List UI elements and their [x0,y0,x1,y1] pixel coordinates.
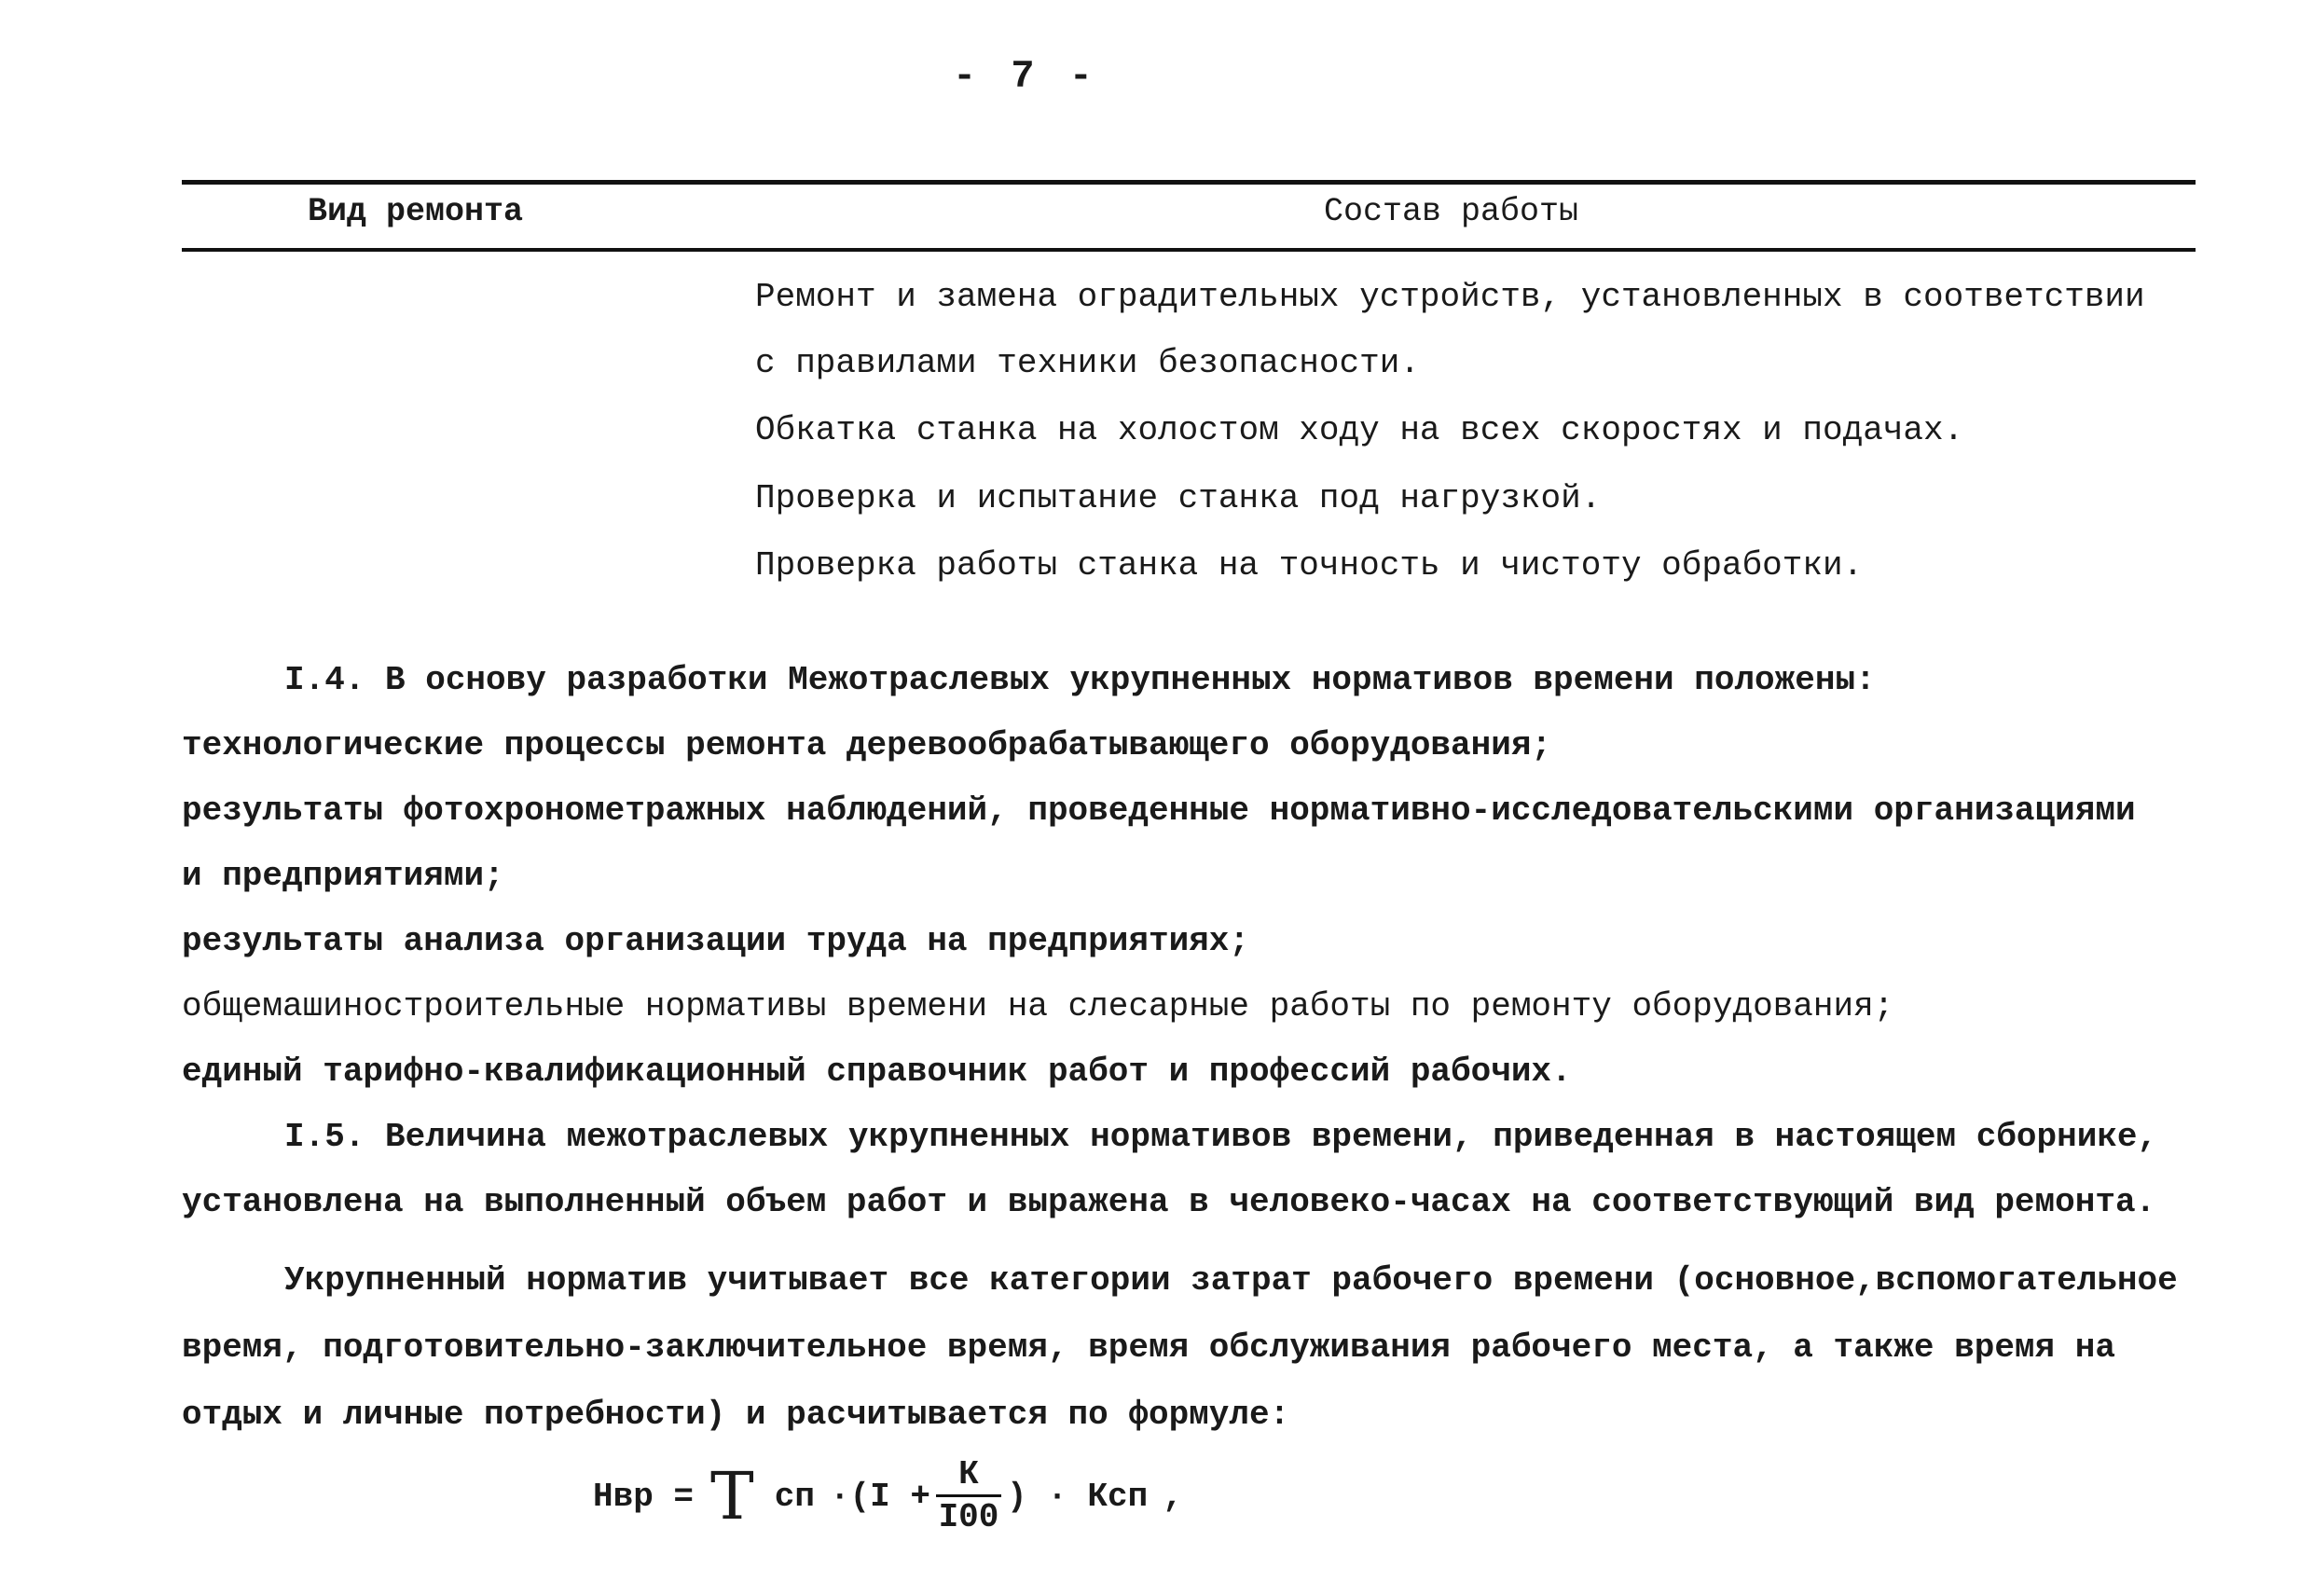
formula-trailing-comma: , [1163,1477,1183,1516]
basis-item: технологические процессы ремонта деревообрабатывающего оборудования; [182,726,1552,764]
paragraph-1-5: I.5. Величина межотраслевых укрупненных нормативов времени, приведенная в настоящем сборнике, [284,1118,2158,1156]
basis-item: единый тарифно-квалификационный справочник работ и профессий рабочих. [182,1053,1572,1091]
composition-line: Проверка и испытание станка под нагрузкой. [755,479,1602,517]
composition-line: с правилами техники безопасности. [755,344,1420,382]
page-number: - 7 - [952,54,1099,99]
basis-item: результаты фотохронометражных наблюдений, проведенные нормативно-исследовательскими организациями [182,791,2136,830]
table-top-rule [182,180,2196,185]
basis-item-continuation: и предприятиями; [182,857,504,895]
fraction-numerator: К [958,1454,979,1493]
formula-fraction [936,1455,1001,1538]
formula-t-symbol: T [710,1458,754,1534]
paragraph-1-5-continuation: установлена на выполненный объем работ и выражена в человеко-часах на соответствующий вид ремонта. [182,1183,2156,1221]
formula-close: ) · Ксп [1006,1477,1149,1516]
composition-line: Ремонт и замена оградительных устройств, установленных в соответствии [755,278,2145,316]
formula-subscript: сп [774,1477,815,1516]
composition-line: Проверка работы станка на точность и чистоту обработки. [755,546,1864,585]
table-header-work-composition: Состав работы [1324,193,1579,230]
basis-item: результаты анализа организации труда на предприятиях; [182,922,1249,960]
fraction-denominator: I00 [938,1497,999,1536]
table-header-repair-type: Вид ремонта [308,193,524,230]
formula-intro: Укрупненный норматив учитывает все категории затрат рабочего времени (основное,вспомогательное [284,1261,2178,1300]
composition-line: Обкатка станка на холостом ходу на всех скоростях и подачах. [755,411,1964,449]
formula-lhs: Нвр = [593,1477,695,1516]
paragraph-1-4-heading: I.4. В основу разработки Межотраслевых укрупненных нормативов времени положены: [284,661,1876,699]
formula-intro-continuation: время, подготовительно-заключительное время, время обслуживания рабочего места, а также время на [182,1328,2115,1367]
formula-mult-open: ·(I + [829,1477,930,1516]
basis-item: общемашиностроительные нормативы времени на слесарные работы по ремонту оборудования; [182,987,1894,1025]
formula-intro-continuation: отдых и личные потребности) и расчитывается по формуле: [182,1396,1290,1434]
table-header-rule [182,248,2196,252]
formula [593,1440,1183,1552]
